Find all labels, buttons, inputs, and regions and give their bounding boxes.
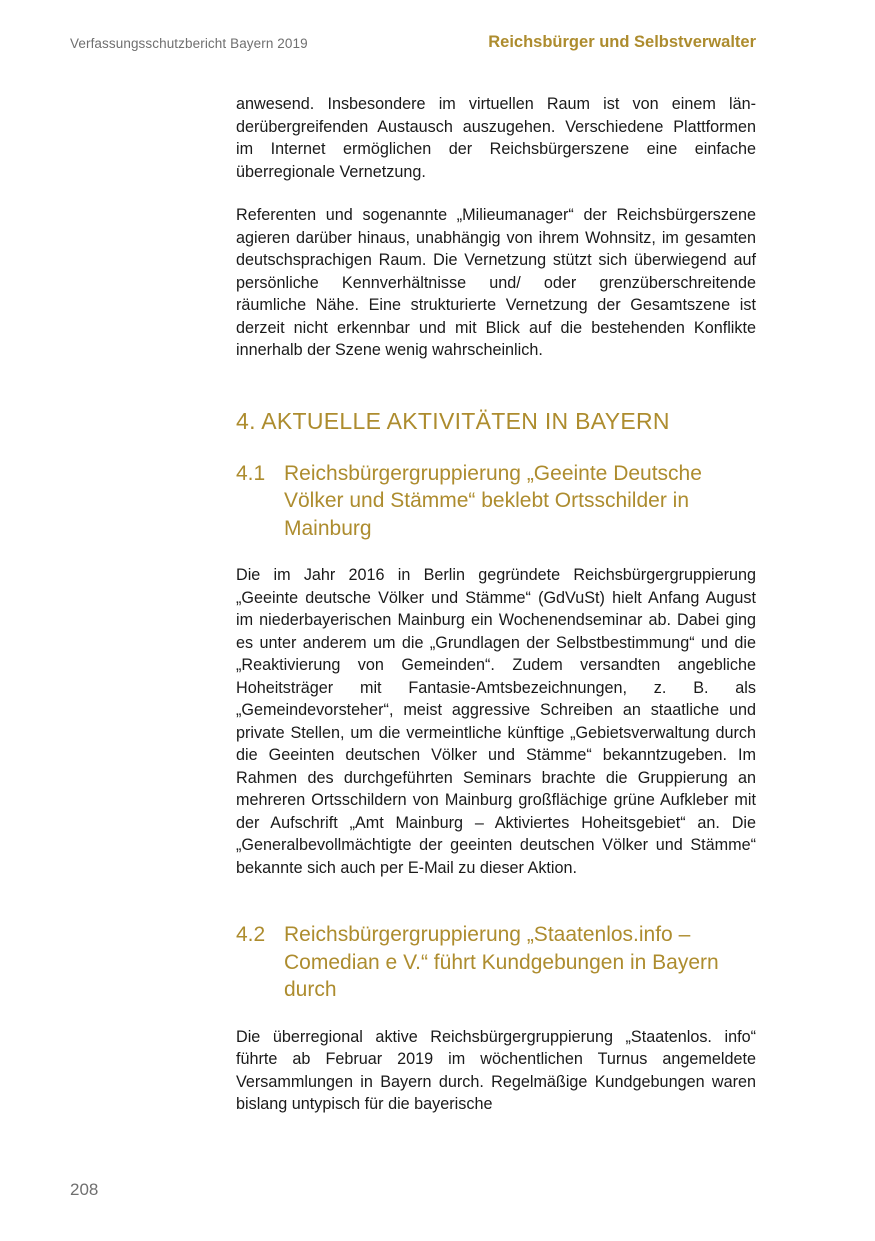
body-paragraph: Die im Jahr 2016 in Berlin gegründete Reichsbürgergruppierung „Geeinte deutsche Völker und Stämme“ (GdVuSt) hielt Anfang August im niederbayerischen Mainburg ein Wochenendseminar ab. Dabei ging es unter anderem um die „Grundlagen der Selbstbestimmung“ und die „Reaktivierung von Gemeinden“. Zudem versandten angebliche Hoheitsträger mit Fantasie-Amtsbezeichnungen, z. B. als „Gemeindevorsteher“, meist aggressive Schreiben an staatliche und private Stellen, um die vermeintliche künftige „Gebietsverwaltung durch die Geeinten deutschen Völker und Stämme“ bekanntzugeben. Im Rahmen des durchgeführten Seminars brachte die Gruppierung an mehreren Ortsschildern von Mainburg großflächige grüne Aufkleber mit der Aufschrift „Amt Mainburg – Aktiviertes Hoheitsgebiet“ an. Die „Generalbevollmächtigte der geeinten deutschen Völker und Stämme“ bekannte sich auch per E-Mail zu dieser Aktion. [236, 566, 756, 877]
running-header-report-title: Verfassungsschutzbericht Bayern 2019 [70, 36, 308, 51]
body-paragraph: Referenten und sogenannte „Milieumanager“ der Reichsbürgerszene agieren darüber hinaus, unabhängig von ihrem Wohnsitz, im gesamten deutschsprachigen Raum. Die Vernetzung stützt sich überwiegend auf persönliche Kennverhältnisse und/ oder grenzüberschreitende räumliche Nähe. Eine strukturierte Vernetzung der Gesamtszene ist derzeit nicht erkennbar und mit Blick auf die bestehenden Konflikte innerhalb der Szene wenig wahrscheinlich. [236, 206, 756, 359]
body-paragraph: anwesend. Insbesondere im virtuellen Raum ist von einem länderübergreifenden Austausch auszugehen. Verschiedene Plattformen im Internet ermöglichen der Reichsbürgerszene eine einfache überregionale Vernetzung. [236, 95, 756, 181]
main-text-column [236, 93, 756, 1116]
page-number: 208 [70, 1180, 99, 1199]
section-number: 4.2 [236, 923, 266, 946]
chapter-heading: 4. AKTUELLE AKTIVITÄTEN IN BAYERN [236, 407, 670, 434]
section-heading-4-1 [236, 460, 756, 543]
section-heading-4-2 [236, 921, 756, 1004]
section-number: 4.1 [236, 461, 266, 485]
running-header-chapter-title: Reichsbürger und Selbstverwalter [488, 33, 756, 51]
body-paragraph: Die überregional aktive Reichsbürgergruppierung „Staatenlos. info“ führte ab Februar 2019 im wöchentlichen Turnus angemeldete Versammlungen in Bayern durch. Regelmäßige Kundgebungen waren bislang untypisch für die bayerische [236, 1027, 756, 1113]
section-title: Reichsbürgergruppierung „Staatenlos.info – Comedian e V.“ führt Kundgebungen in Bayern durch [284, 923, 719, 1001]
section-title: Reichsbürgergruppierung „Geeinte Deutsche Völker und Stämme“ beklebt Ortsschilder in Mainburg [284, 461, 702, 540]
